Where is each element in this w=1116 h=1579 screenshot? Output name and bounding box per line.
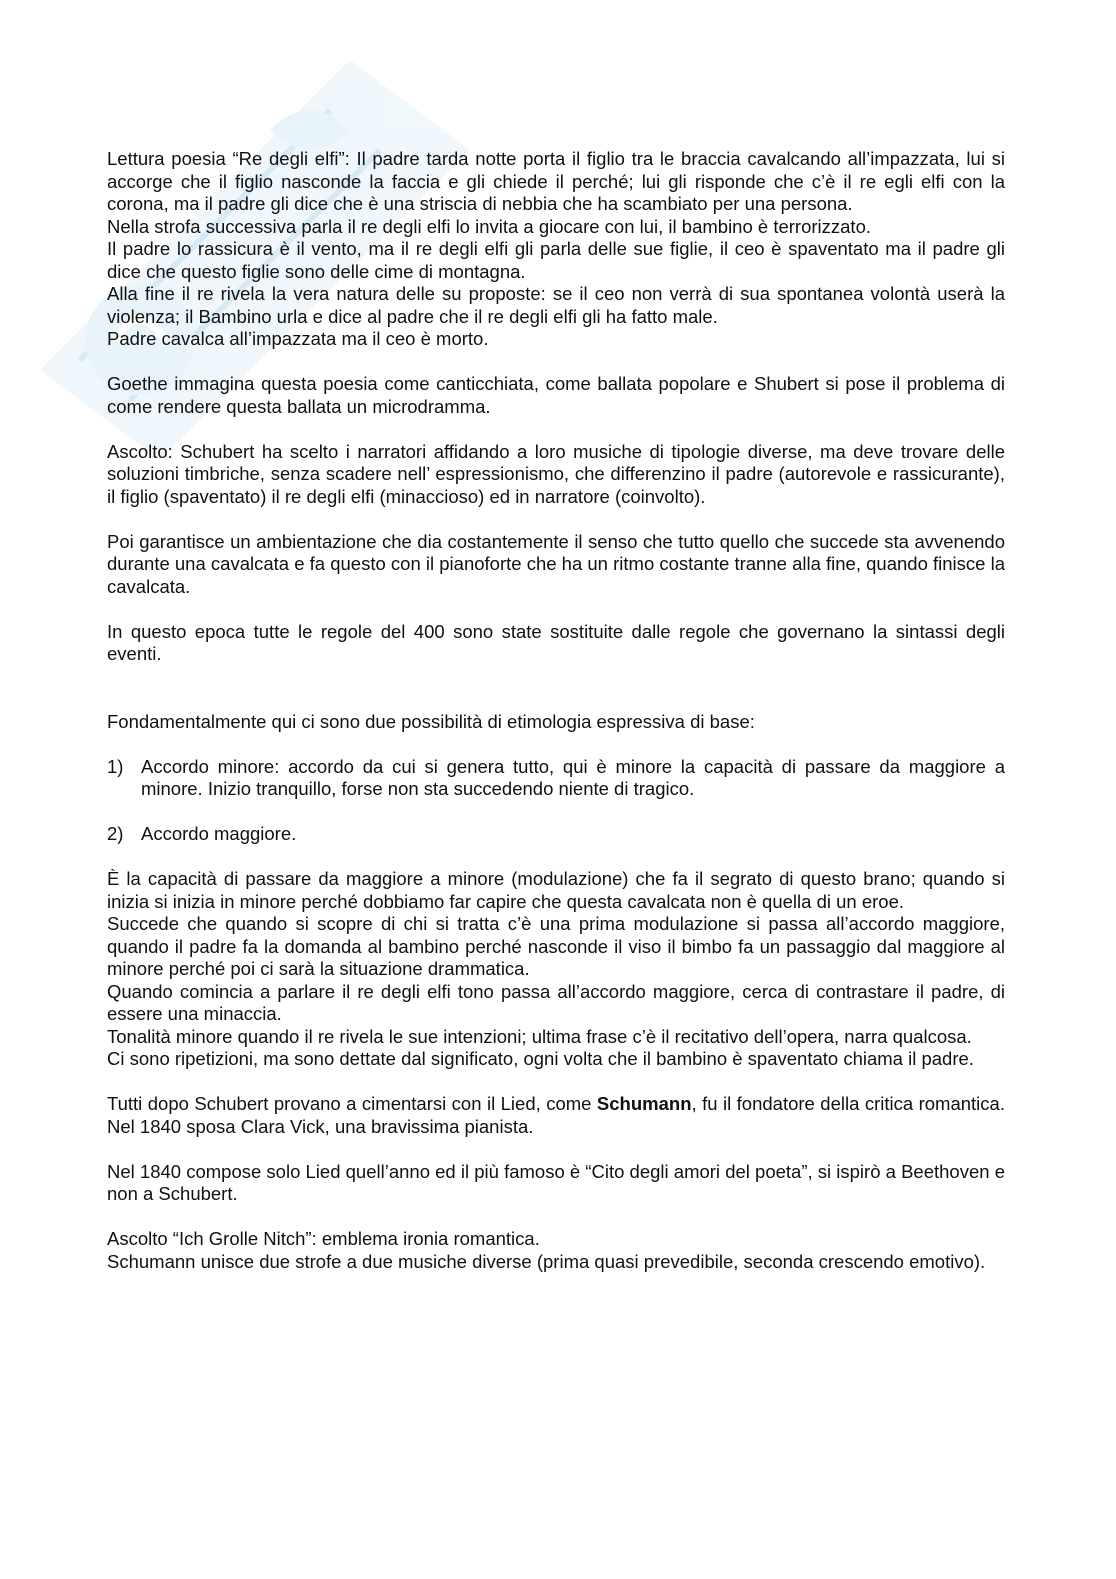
paragraph: È la capacità di passare da maggiore a minore (modulazione) che fa il segrato di questo brano; quando si inizia si inizia in minore perché dobbiamo far capire che questa cavalcata non è quella di un eroe. xyxy=(107,868,1005,912)
paragraph: Alla fine il re rivela la vera natura delle su proposte: se il ceo non verrà di sua spontanea volontà userà la violenza; il Bambino urla e dice al padre che il re degli elfi gli ha fatto male. xyxy=(107,283,1005,327)
text-span: Tutti dopo Schubert provano a cimentarsi con il Lied, come xyxy=(107,1093,597,1114)
paragraph: Tonalità minore quando il re rivela le sue intenzioni; ultima frase c’è il recitativo dell’opera, narra qualcosa. xyxy=(107,1025,972,1047)
paragraph: Succede che quando si scopre di chi si tratta c’è una prima modulazione si passa all’accordo maggiore, quando il padre fa la domanda al bambino perché nasconde il viso il bimbo fa un passaggio dal maggiore al minore perché poi ci sarà la situazione drammatica. xyxy=(107,913,1005,979)
list-item xyxy=(107,756,1005,801)
paragraph: Padre cavalca all’impazzata ma il ceo è morto. xyxy=(107,328,489,349)
paragraph: Poi garantisce un ambientazione che dia costantemente il senso che tutto quello che succede sta avvenendo durante una cavalcata e fa questo con il pianoforte che ha un ritmo costante tranne alla fine, quando finisce la cavalcata. xyxy=(107,530,1005,597)
paragraph: Goethe immagina questa poesia come canticchiata, come ballata popolare e Shubert si pose il problema di come rendere questa ballata un microdramma. xyxy=(107,373,1005,417)
bold-name: Schumann xyxy=(596,1093,692,1114)
paragraph: Fondamentalmente qui ci sono due possibilità di etimologia espressiva di base: xyxy=(107,710,755,732)
paragraph xyxy=(107,1093,1005,1138)
document-body xyxy=(107,148,1005,1273)
paragraph: Il padre lo rassicura è il vento, ma il re degli elfi gli parla delle sue figlie, il ceo è spaventato ma il padre gli dice che questo figlie sono delle cime di montagna. xyxy=(107,238,1005,282)
list-text: Accordo maggiore. xyxy=(141,823,297,844)
paragraph: Lettura poesia “Re degli elfi”: Il padre tarda notte porta il figlio tra le braccia cavalcando all’impazzata, lui si accorge che il figlio nasconde la faccia e gli chiede il perché; lui gli risponde che c’è il re egli elfi con la corona, ma il padre gli dice che è una striscia di nebbia che ha scambiato per una persona. xyxy=(107,148,1005,214)
paragraph: Nel 1840 compose solo Lied quell’anno ed il più famoso è “Cito degli amori del poeta”, si ispirò a Beethoven e non a Schubert. xyxy=(107,1160,1005,1204)
list-number: 2) xyxy=(107,823,124,844)
paragraph: Ci sono ripetizioni, ma sono dettate dal significato, ogni volta che il bambino è spaventato chiama il padre. xyxy=(107,1048,974,1069)
list-number: 1) xyxy=(107,755,124,777)
paragraph: Ascolto: Schubert ha scelto i narratori affidando a loro musiche di tipologie diverse, ma deve trovare delle soluzioni timbriche, senza scadere nell’ espressionismo, che differenzino il padre (autorevole e rassicurante), il figlio (spaventato) il re degli elfi (minaccioso) ed in narratore (coinvolto). xyxy=(107,440,1005,507)
list-text: Accordo minore: accordo da cui si genera tutto, qui è minore la capacità di passare da maggiore a minore. Inizio tranquillo, forse non sta succedendo niente di tragico. xyxy=(141,755,1005,799)
paragraph: In questo epoca tutte le regole del 400 sono state sostituite dalle regole che governano la sintassi degli eventi. xyxy=(107,620,1005,664)
list-item xyxy=(107,823,1005,846)
paragraph: Nella strofa successiva parla il re degli elfi lo invita a giocare con lui, il bambino è terrorizzato. xyxy=(107,215,871,237)
paragraph: Schumann unisce due strofe a due musiche diverse (prima quasi prevedibile, seconda crescendo emotivo). xyxy=(107,1250,986,1272)
paragraph: Quando comincia a parlare il re degli elfi tono passa all’accordo maggiore, cerca di contrastare il padre, di essere una minaccia. xyxy=(107,980,1005,1024)
text-span: , fu il fondatore della critica romantica. Nel 1840 sposa Clara Vick, una bravissima pianista. xyxy=(107,1093,1005,1137)
paragraph: Ascolto “Ich Grolle Nitch”: emblema ironia romantica. xyxy=(107,1228,540,1249)
